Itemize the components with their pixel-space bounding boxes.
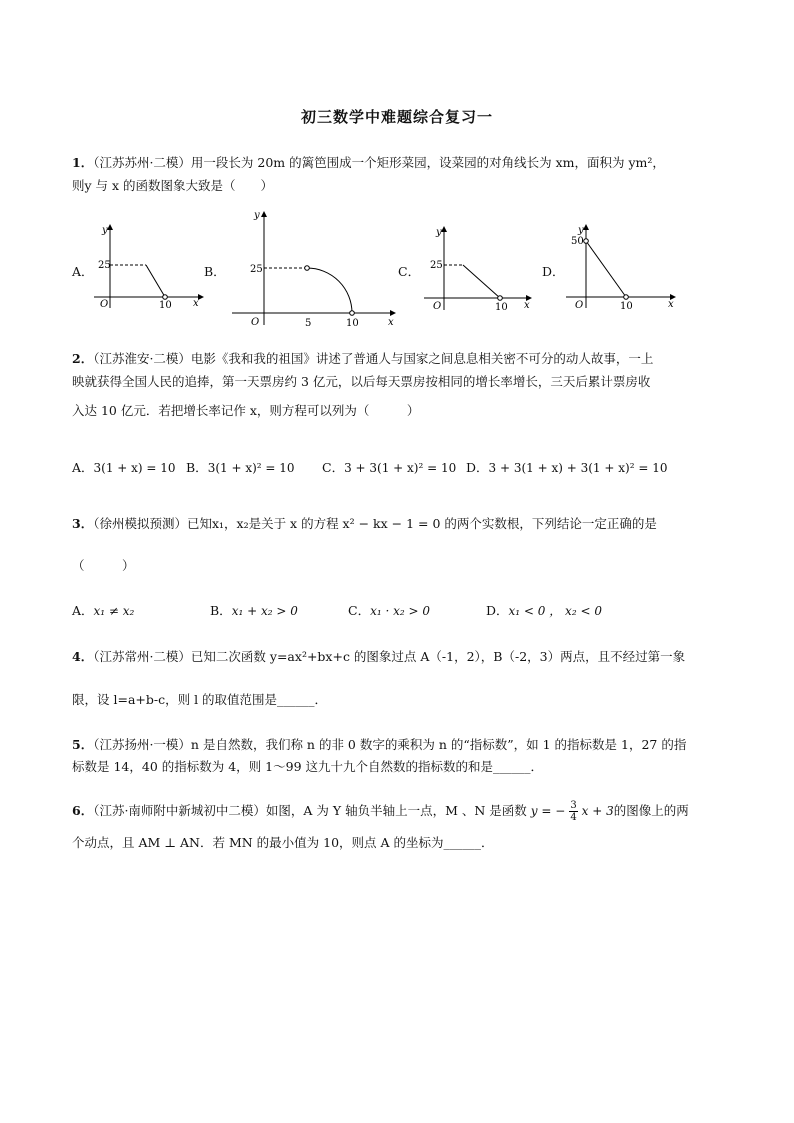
tick-25: 25 [250, 264, 263, 275]
q4-line-1: 4．（江苏常州·二模）已知二次函数 y=ax²+bx+c 的图象过点 A（-1，2），B（-2，3）两点，且不经过第一象 [72, 649, 686, 664]
q3-option-c: C．x₁ · x₂ > 0 [348, 603, 430, 618]
y-axis-label: y [254, 210, 260, 221]
x-axis-arrow-icon [198, 294, 204, 300]
q4-line-2: 限，设 l=a+b-c，则 l 的取值范围是______． [72, 692, 328, 707]
q2-line-3: 入达 10 亿元．若把增长率记作 x，则方程可以列为（ ） [72, 403, 420, 418]
q3-option-a: A．x₁ ≠ x₂ [72, 603, 135, 618]
q2-line-1: 2．（江苏淮安·二模）电影《我和我的祖国》讲述了普通人与国家之间息息相关密不可分的动人故事，一上 [72, 351, 654, 366]
q1-line-2: 则y 与 x 的函数图象大致是（ ） [72, 178, 274, 193]
origin-label: O [575, 300, 584, 311]
q1-option-b-label: B． [204, 264, 226, 279]
x-axis-label: x [388, 317, 394, 328]
x-axis-label: x [193, 298, 199, 309]
q1-line-1: 1．（江苏苏州·二模）用一段长为 20m 的篱笆围成一个矩形菜园，设菜园的对角线长为 xm，面积为 ym²， [72, 155, 665, 170]
open-point [498, 296, 503, 301]
q3-option-d: D．x₁ < 0 ， x₂ < 0 [486, 603, 602, 618]
x-axis-arrow-icon [390, 310, 396, 316]
open-point [305, 266, 310, 271]
q2-line-2: 映就获得全国人民的追捧，第一天票房约 3 亿元，以后每天票房按相同的增长率增长，三天后累计票房收 [72, 374, 651, 389]
origin-label: O [433, 301, 442, 312]
graph-b [226, 205, 402, 329]
open-point [350, 311, 355, 316]
q1-option-a-label: A． [72, 264, 94, 279]
q1-option-d-label: D． [542, 264, 565, 279]
y-axis-arrow-icon [107, 224, 113, 230]
page-title: 初三数学中难题综合复习一 [300, 108, 493, 126]
fraction: $\frac{3}{4}$ [570, 800, 577, 823]
origin-label: O [251, 317, 260, 328]
tick-10: 10 [346, 318, 359, 329]
q3-line-1: 3．（徐州模拟预测）已知x₁，x₂是关于 x 的方程 x² − kx − 1 = 0 的两个实数根，下列结论一定正确的是 [72, 516, 657, 531]
open-point [163, 295, 168, 300]
tick-50: 50 [571, 236, 584, 247]
q6-line-2: 个动点，且 AM ⊥ AN．若 MN 的最小值为 10，则点 A 的坐标为______． [72, 835, 494, 850]
graph-line [463, 265, 500, 298]
x-axis-label: x [668, 299, 674, 310]
y-axis-label: y [436, 227, 442, 238]
graph-d [562, 220, 680, 312]
origin-label: O [100, 299, 109, 310]
y-axis-arrow-icon [261, 211, 267, 217]
graph-a [88, 220, 206, 310]
q2-option-b: B．3(1 + x)² = 10 [186, 460, 295, 475]
tick-10: 10 [620, 301, 633, 312]
graph-line [146, 265, 165, 297]
graph-arc [307, 268, 352, 313]
x-axis-label: x [524, 300, 530, 311]
q1-option-c-label: C． [398, 264, 421, 279]
y-axis-arrow-icon [583, 224, 589, 230]
y-axis-label: y [102, 225, 108, 236]
graph-c [420, 222, 535, 314]
q2-option-c: C．3 + 3(1 + x)² = 10 [322, 460, 457, 475]
tick-25: 25 [98, 260, 111, 271]
tick-5: 5 [305, 318, 312, 329]
y-axis-label: y [578, 225, 584, 236]
tick-10: 10 [495, 302, 508, 313]
open-point [624, 295, 629, 300]
q3-line-2: （ ） [72, 558, 135, 573]
q2-option-a: A．3(1 + x) = 10 [72, 460, 176, 475]
graph-line [586, 241, 626, 297]
y-axis-arrow-icon [441, 226, 447, 232]
tick-25: 25 [430, 260, 443, 271]
q5-line-1: 5．（江苏扬州·一模）n 是自然数，我们称 n 的非 0 数字的乘积为 n 的“指标数”，如 1 的指标数是 1，27 的指 [72, 737, 687, 752]
q3-option-b: B．x₁ + x₂ > 0 [210, 603, 298, 618]
q2-option-d: D．3 + 3(1 + x) + 3(1 + x)² = 10 [466, 460, 668, 475]
q5-line-2: 标数是 14，40 的指标数为 4，则 1～99 这九十九个自然数的指标数的和是______． [72, 759, 543, 774]
q6-line-1: 6．（江苏·南师附中新城初中二模）如图，A 为 Y 轴负半轴上一点，M 、N 是函数 y = − $\frac{3}{4}$ x + 3的图像上的两 [72, 800, 689, 823]
tick-10: 10 [159, 300, 172, 310]
open-point [584, 239, 589, 244]
